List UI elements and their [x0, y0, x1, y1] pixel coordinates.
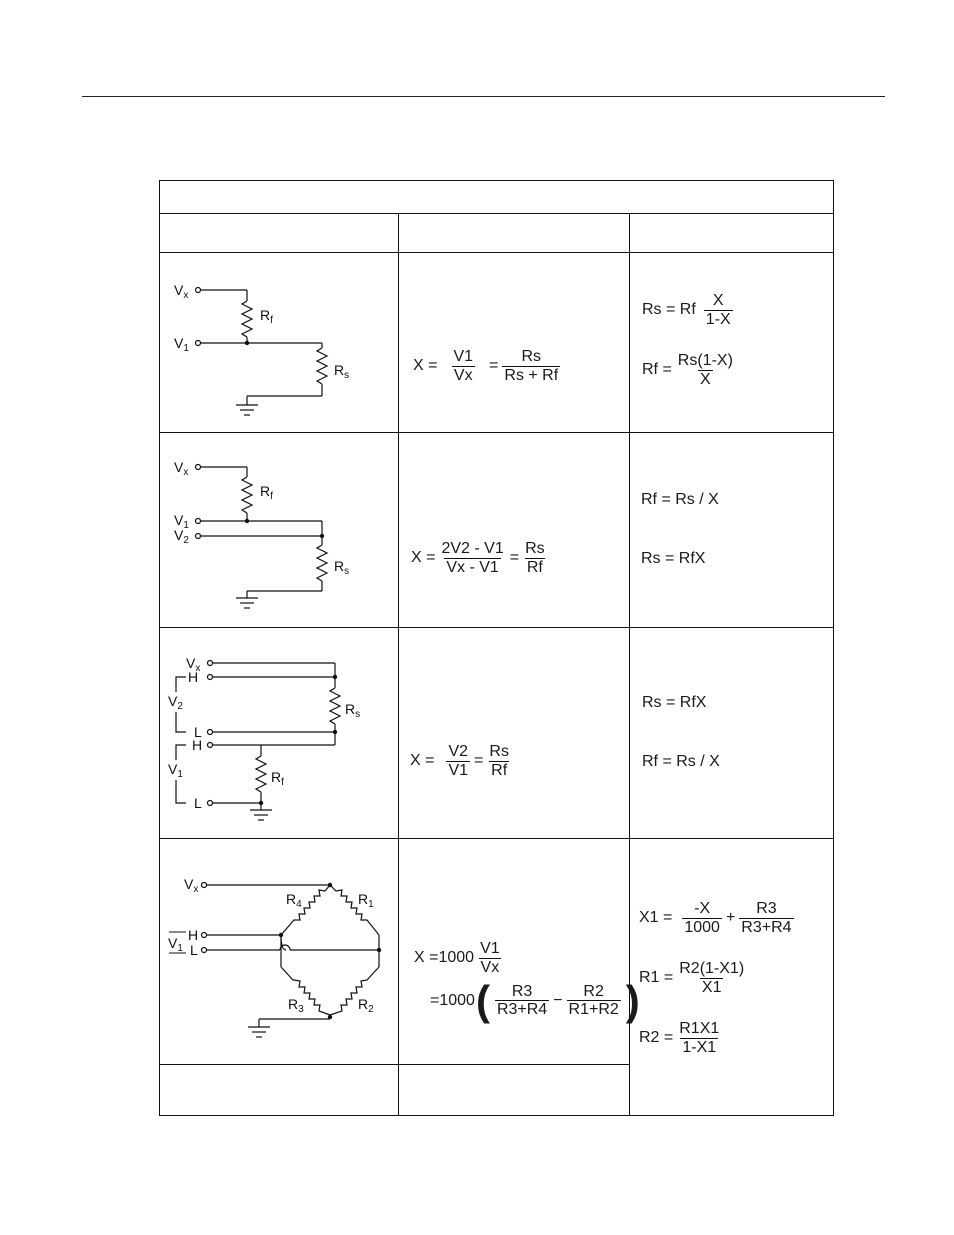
- junction-dot: [259, 801, 263, 805]
- rf-label: $R_f$: [260, 307, 273, 326]
- r1-label: $R_1$: [358, 891, 374, 910]
- l-label: L: [194, 724, 202, 740]
- v1-label: $V_1$: [174, 512, 189, 531]
- four-arm-bridge-schematic: [160, 839, 398, 1064]
- row4-ratio-equation-line2: =1000 ( $\frac{R3}{R3+R4}$ − $\frac{R2}{R1+R2}$ ): [430, 977, 640, 1024]
- row4-r2-solution: R2 = $\frac{R1X1}{1-X1}$: [639, 1020, 720, 1056]
- rs-label: $R_s$: [345, 701, 361, 720]
- left-paren: (: [475, 977, 490, 1024]
- junction-dot: [333, 675, 337, 679]
- r3-label: $R_3$: [288, 996, 304, 1015]
- h-label: H: [188, 927, 199, 943]
- row4-rule: [159, 1064, 629, 1065]
- h-label: H: [188, 669, 199, 685]
- table-border-top: [159, 180, 834, 181]
- row3-rs-solution: Rs = RfX: [642, 694, 707, 711]
- junction-dot: [377, 948, 381, 952]
- junction-dot: [245, 341, 249, 345]
- junction-dot: [245, 519, 249, 523]
- row4-x1-solution: X1 = $\frac{-X}{1000}$ + $\frac{R3}{R3+R4}$: [639, 900, 792, 936]
- v1-label: $V_1$: [168, 761, 183, 780]
- vx-label: $V_x$: [184, 876, 199, 895]
- col1-rule: [398, 213, 399, 1116]
- rf-label: $R_f$: [271, 769, 284, 788]
- row2-rf-solution: Rf = Rs / X: [641, 491, 719, 508]
- bridge-configuration-table: [159, 180, 834, 1116]
- r2-label: $R_2$: [358, 996, 374, 1015]
- row3-ratio-equation: X = $\frac{V2}{V1}$ = $\frac{Rs}{Rf}$: [410, 743, 509, 779]
- row1-rs-solution: Rs = Rf $\frac{X}{1-X}$: [642, 292, 731, 328]
- vx-label: $V_x$: [186, 655, 201, 674]
- r4-label: $R_4$: [286, 891, 302, 910]
- table-border-bottom: [159, 1115, 834, 1116]
- row2-rs-solution: Rs = RfX: [641, 550, 706, 567]
- v1-label: $V_1$: [168, 935, 183, 954]
- right-paren: ): [625, 977, 640, 1024]
- rs-label: $R_s$: [334, 558, 350, 577]
- row3-rf-solution: Rf = Rs / X: [642, 753, 720, 770]
- junction-dot: [279, 933, 283, 937]
- junction-dot: [320, 534, 324, 538]
- row2-ratio-equation: X = $\frac{2V2 - V1}{Vx - V1}$ = $\frac{Rs}{Rf}$: [411, 540, 545, 576]
- v1-label: $V_1$: [174, 335, 189, 354]
- vx-label: $V_x$: [174, 459, 189, 478]
- rf-label: $R_f$: [260, 483, 273, 502]
- vx-label: $V_x$: [174, 282, 189, 301]
- junction-dot: [328, 1015, 332, 1019]
- table-border-right: [833, 180, 834, 1116]
- half-bridge-four-wire-schematic: [160, 433, 398, 627]
- row4-ratio-equation-line1: X =1000 $\frac{V1}{Vx}$: [414, 940, 500, 976]
- title-row-rule: [159, 213, 834, 214]
- full-bridge-schematic: [160, 628, 398, 838]
- junction-dot: [328, 883, 332, 887]
- l-label: L: [190, 942, 198, 958]
- v2-label: $V_2$: [174, 527, 189, 546]
- l-label: L: [194, 795, 202, 811]
- row1-ratio-equation: X = $\frac{V1}{Vx}$ = $\frac{Rs}{Rs + Rf}$: [413, 348, 559, 384]
- h-label: H: [192, 737, 203, 753]
- row1-rf-solution: Rf = $\frac{Rs(1-X)}{X}$: [642, 352, 733, 388]
- v2-label: $V_2$: [168, 693, 183, 712]
- header-rule: [82, 96, 885, 97]
- rs-label: $R_s$: [334, 362, 350, 381]
- row4-r1-solution: R1 = $\frac{R2(1-X1)}{X1}$: [639, 960, 745, 996]
- half-bridge-schematic: [160, 253, 398, 432]
- junction-dot: [333, 730, 337, 734]
